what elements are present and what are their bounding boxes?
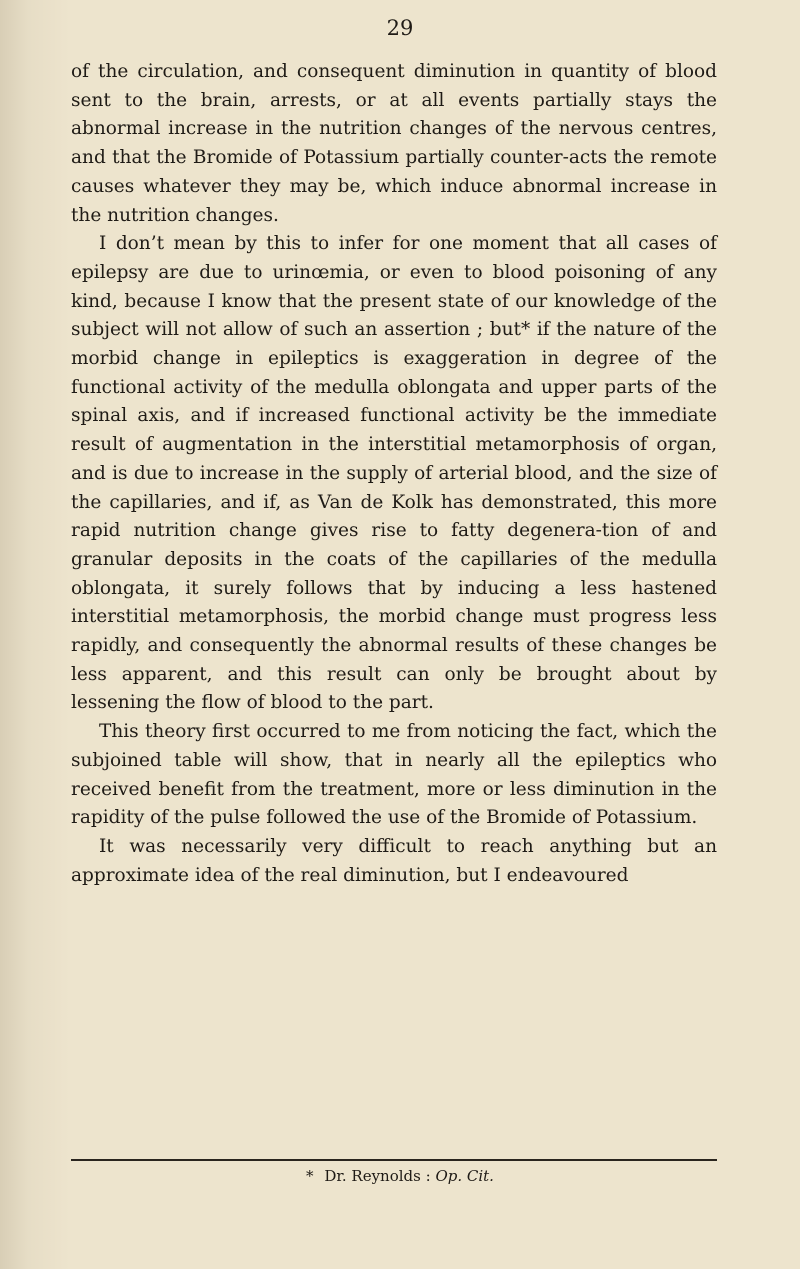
paragraph-continuation: of the circulation, and consequent diminution in quantity of blood sent to the brain, arrests, or at all events partially stays the abnormal increase in the nutrition changes of the nervous centres, and that the Bromide of Potassium partially counter-acts the remote causes whatever they may be, which induce abnormal increase in the nutrition changes.	[71, 61, 717, 226]
footnote-mark: *	[306, 1167, 314, 1185]
footnote	[0, 1166, 800, 1186]
page-number: 29	[386, 16, 414, 40]
footnote-citation: Op. Cit.	[435, 1167, 494, 1185]
footnote-divider	[71, 1159, 717, 1161]
paragraph-approximation: It was necessarily very difficult to reach anything but an approximate idea of the real diminution, but I endeavoured	[71, 835, 717, 886]
footnote-author: Dr. Reynolds :	[324, 1167, 431, 1185]
paragraph-pulse-observation: This theory first occurred to me from noticing the fact, which the subjoined table will show, that in nearly all the epileptics who received benefit from the treatment, more or less diminution in the rapidity of the pulse followed the use of the Bromide of Potassium.	[71, 721, 717, 829]
body-text	[71, 58, 717, 890]
paragraph-epilepsy-theory: I don’t mean by this to infer for one moment that all cases of epilepsy are due to urinœmia, or even to blood poisoning of any kind, because I know that the present state of our knowledge of the subject will not allow of such an assertion ; but* if the nature of the morbid change in epileptics is exaggeration in degree of the functional activity of the medulla oblongata and upper parts of the spinal axis, and if increased functional activity be the immediate result of augmentation in the interstitial metamorphosis of organ, and is due to increase in the supply of arterial blood, and the size of the capillaries, and if, as Van de Kolk has demonstrated, this more rapid nutrition change gives rise to fatty degenera-tion of and granular deposits in the coats of the capillaries of the medulla oblongata, it surely follows that by inducing a less hastened interstitial metamorphosis, the morbid change must progress less rapidly, and consequently the abnormal results of these changes be less apparent, and this result can only be brought about by lessening the flow of blood to the part.	[71, 233, 717, 714]
